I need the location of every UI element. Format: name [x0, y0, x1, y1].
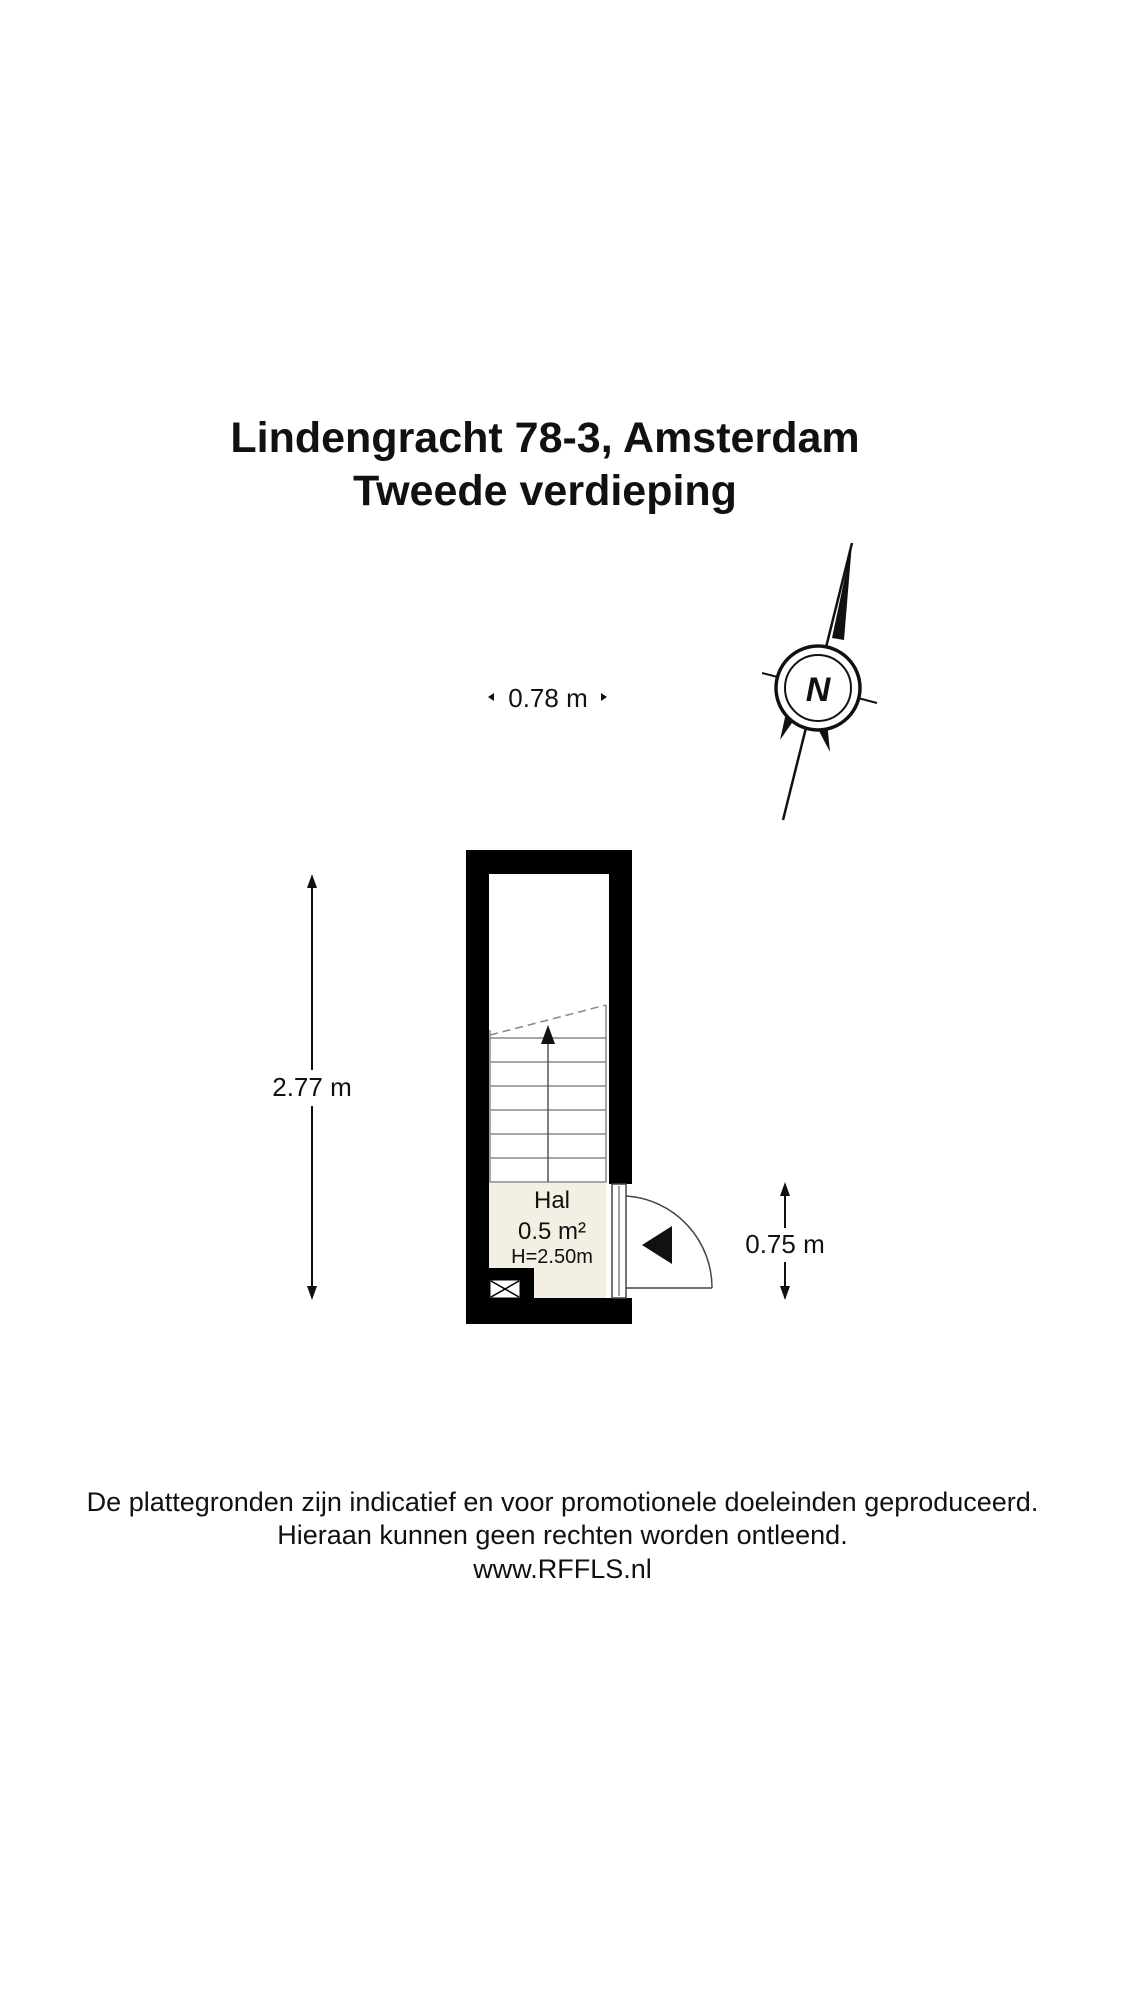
height-label: 2.77 m [272, 1072, 352, 1102]
floor-name: Tweede verdieping [353, 467, 737, 515]
staircase [490, 1005, 606, 1182]
height-dimension [262, 874, 362, 1300]
entrance-arrow-icon [642, 1226, 672, 1264]
door-width-label: 0.75 m [745, 1229, 825, 1259]
dimension-arrow-down-icon [307, 1286, 317, 1300]
plan-title: Lindengracht 78-3, Amsterdam [230, 414, 860, 462]
dimension-arrow-left-icon [488, 693, 494, 701]
room-area: 0.5 m² [517, 1218, 587, 1245]
meter-cabinet-icon [491, 1281, 519, 1297]
width-label: 0.78 m [508, 683, 588, 713]
disclaimer-line: Hieraan kunnen geen rechten worden ontleend. [277, 1520, 848, 1550]
door-dimension [736, 1182, 834, 1300]
compass-north-label: N [805, 671, 831, 709]
dimension-arrow-up-icon [307, 874, 317, 888]
dimension-arrow-down-icon [780, 1286, 790, 1300]
dimension-arrow-up-icon [780, 1182, 790, 1196]
disclaimer-line: De plattegronden zijn indicatief en voor promotionele doeleinden geproduceerd. [86, 1487, 1039, 1517]
stair-direction-arrow-icon [541, 1025, 555, 1044]
dimension-arrow-right-icon [601, 693, 607, 701]
website-link[interactable]: www.RFFLS.nl [473, 1554, 652, 1584]
room-height: H=2.50m [511, 1246, 593, 1268]
width-dimension [488, 683, 607, 713]
compass-icon [762, 543, 877, 820]
room-name: Hal [533, 1187, 571, 1214]
entrance-door [612, 1184, 712, 1298]
